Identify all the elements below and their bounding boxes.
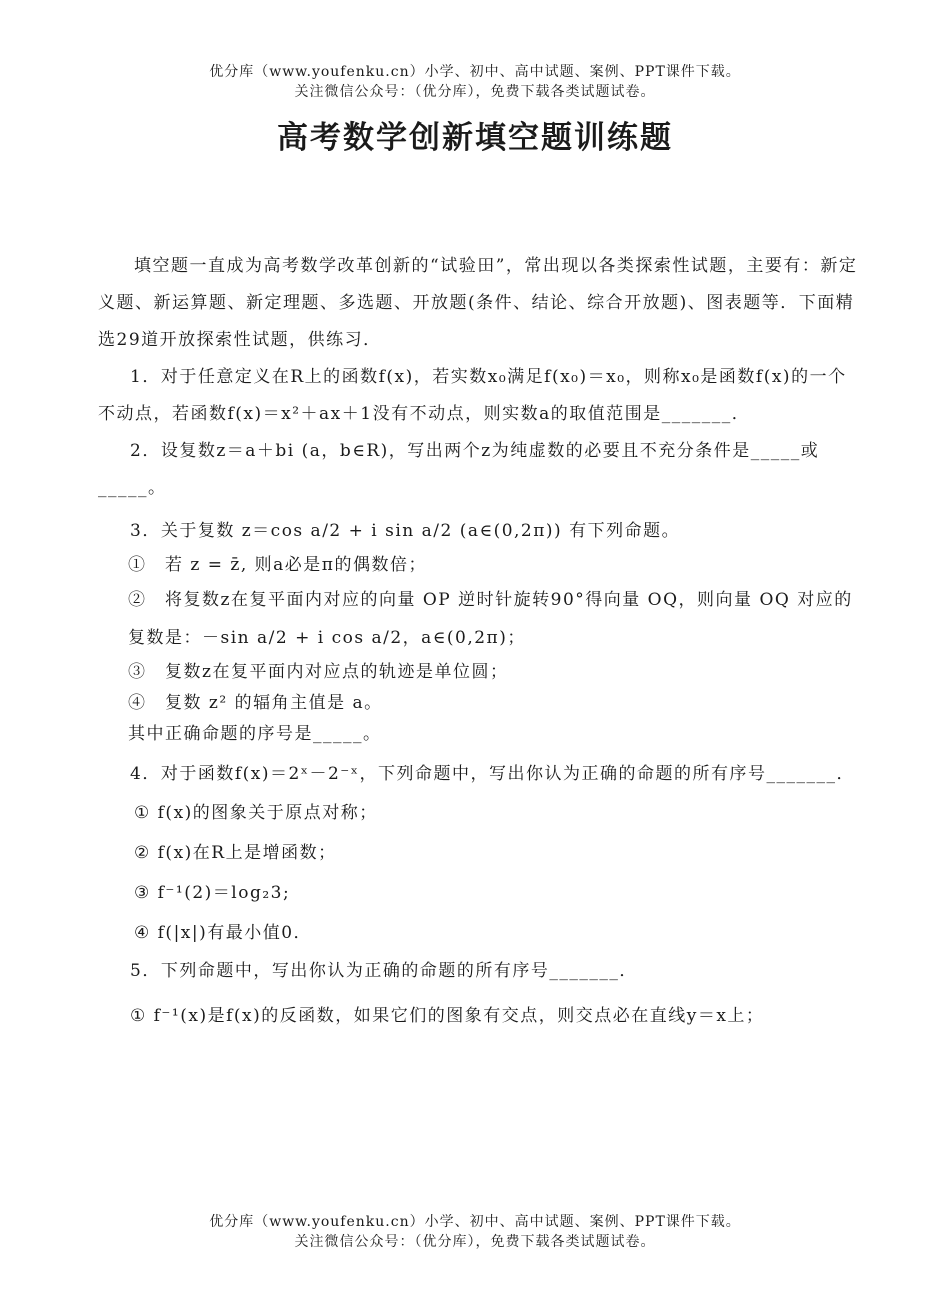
question-3-option-3: ③ 复数z在复平面内对应点的轨迹是单位圆； <box>128 662 509 682</box>
question-4-option-3: ③ f⁻¹(2)＝log₂3; <box>134 883 291 903</box>
question-3-option-2: ② 将复数z在复平面内对应的向量 OP 逆时针旋转90°得向量 OQ，则向量 OQ 对应的复数是：－sin a/2 + i cos a/2，a∈(0,2π)； <box>128 590 853 648</box>
footer-line-1: 优分库（www.youfenku.cn）小学、初中、高中试题、案例、PPT课件下载。 <box>209 1214 741 1230</box>
question-1: 1．对于任意定义在R上的函数f(x)，若实数x₀满足f(x₀)＝x₀，则称x₀是函数f(x)的一个不动点，若函数f(x)＝x²＋ax＋1没有不动点，则实数a的取值范围是_______． <box>98 367 847 424</box>
document-body <box>98 248 858 1042</box>
question-3-tail: 其中正确命题的序号是_____。 <box>128 724 382 744</box>
question-5-option-1: ① f⁻¹(x)是f(x)的反函数，如果它们的图象有交点，则交点必在直线y＝x上； <box>130 1006 765 1026</box>
question-4-stem: 4．对于函数f(x)＝2ˣ－2⁻ˣ，下列命题中，写出你认为正确的命题的所有序号_______． <box>130 764 855 784</box>
footer-line-2: 关注微信公众号：（优分库），免费下载各类试题试卷。 <box>294 1234 656 1250</box>
header-line-1: 优分库（www.youfenku.cn）小学、初中、高中试题、案例、PPT课件下载。 <box>209 64 741 80</box>
page-header <box>0 62 950 102</box>
question-5-stem: 5．下列命题中，写出你认为正确的命题的所有序号_______． <box>130 961 638 981</box>
question-3-option-4: ④ 复数 z² 的辐角主值是 a。 <box>128 693 383 713</box>
question-2: 2．设复数z＝a＋bi (a，b∈R)，写出两个z为纯虚数的必要且不充分条件是_____或_____。 <box>98 441 820 498</box>
question-4-option-1: ① f(x)的图象关于原点对称； <box>134 803 378 823</box>
question-3-option-1: ① 若 z = z̄, 则a必是π的偶数倍； <box>128 555 427 575</box>
intro-paragraph: 填空题一直成为高考数学改革创新的“试验田”，常出现以各类探索性试题，主要有：新定义题、新运算题、新定理题、多选题、开放题(条件、结论、综合开放题)、图表题等．下面精选29道开放探索性试题，供练习． <box>98 256 858 350</box>
page-title: 高考数学创新填空题训练题 <box>277 120 673 156</box>
question-3-stem: 3．关于复数 z＝cos a/2 + i sin a/2 (a∈(0,2π)) 有下列命题。 <box>130 521 681 541</box>
page-footer <box>0 1212 950 1252</box>
question-4-option-2: ② f(x)在R上是增函数； <box>134 843 337 863</box>
question-4-option-4: ④ f(|x|)有最小值0． <box>134 923 313 943</box>
header-line-2: 关注微信公众号：（优分库），免费下载各类试题试卷。 <box>294 84 656 100</box>
